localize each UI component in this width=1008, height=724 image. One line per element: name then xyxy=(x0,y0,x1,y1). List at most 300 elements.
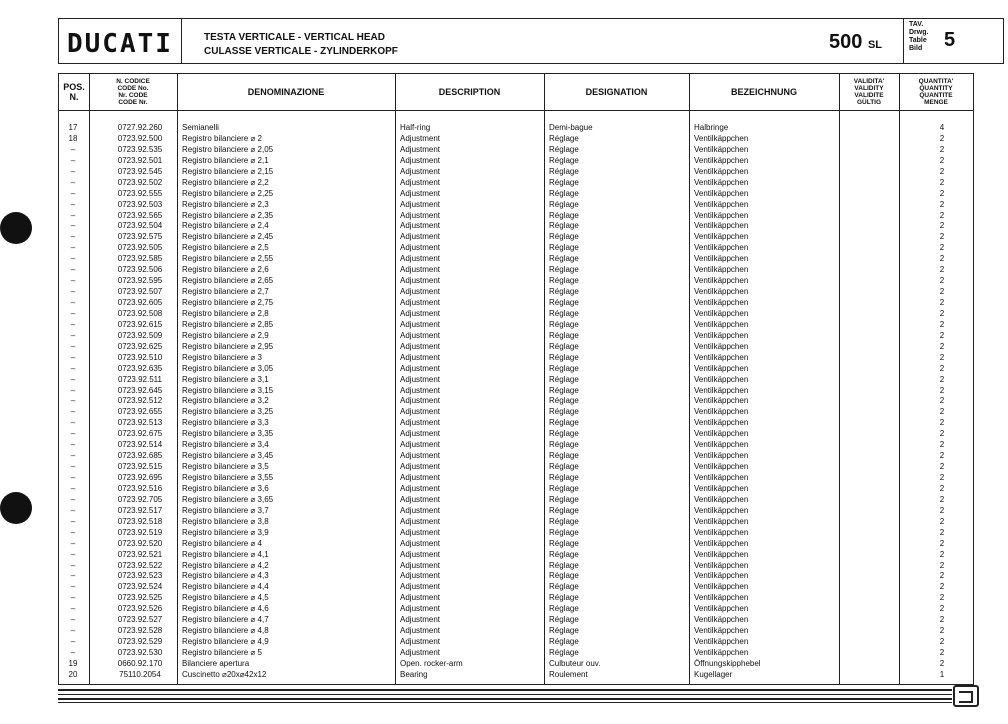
row-denominazione: Registro bilanciere ⌀ 4,8 xyxy=(182,626,269,636)
row-bezeichnung: Ventilkäppchen xyxy=(694,232,749,242)
col-header-quantity-line: QUANTITE xyxy=(919,92,953,99)
row-pos: – xyxy=(70,308,76,318)
row-description: Adjustment xyxy=(400,648,441,657)
row-pos: 17 xyxy=(68,123,78,132)
table-row xyxy=(58,211,974,222)
row-quantity: 2 xyxy=(939,133,945,143)
table-number: 5 xyxy=(944,29,956,51)
row-description: Bearing xyxy=(400,669,428,679)
row-denominazione: Semianelli xyxy=(182,123,219,132)
row-code: 0723.92.565 xyxy=(117,210,163,220)
row-denominazione: Registro bilanciere ⌀ 4,2 xyxy=(182,560,269,570)
table-row xyxy=(58,462,974,473)
row-code: 0723.92.524 xyxy=(117,582,163,592)
row-pos: – xyxy=(70,473,76,482)
row-designation: Réglage xyxy=(549,593,579,603)
row-code: 0723.92.615 xyxy=(117,319,163,329)
table-row xyxy=(58,123,974,134)
row-description: Adjustment xyxy=(400,538,441,548)
row-denominazione: Registro bilanciere ⌀ 3,55 xyxy=(182,473,274,482)
row-description: Adjustment xyxy=(400,626,441,636)
footer-rule xyxy=(58,689,952,691)
row-pos: – xyxy=(70,626,76,636)
col-header-code-line: CODE Nr. xyxy=(118,99,148,106)
row-pos: 20 xyxy=(68,669,78,679)
row-quantity: 2 xyxy=(939,418,945,428)
row-description: Adjustment xyxy=(400,188,441,198)
row-bezeichnung: Ventilkäppchen xyxy=(694,593,749,603)
table-row xyxy=(58,440,974,451)
row-bezeichnung: Ventilkäppchen xyxy=(694,505,749,515)
row-pos: – xyxy=(70,483,76,493)
row-designation: Roulement xyxy=(549,669,588,679)
row-code: 0723.92.535 xyxy=(117,144,163,154)
row-pos: 18 xyxy=(68,133,78,143)
row-denominazione: Registro bilanciere ⌀ 2,35 xyxy=(182,210,274,220)
row-designation: Réglage xyxy=(549,451,579,461)
row-denominazione: Registro bilanciere ⌀ 3,9 xyxy=(182,527,269,537)
row-pos: – xyxy=(70,593,76,603)
row-bezeichnung: Ventilkäppchen xyxy=(694,582,749,592)
row-quantity: 2 xyxy=(939,210,945,220)
table-row xyxy=(58,648,974,659)
row-designation: Réglage xyxy=(549,374,579,384)
row-pos: – xyxy=(70,407,76,417)
row-denominazione: Registro bilanciere ⌀ 4,3 xyxy=(182,571,269,581)
table-row xyxy=(58,451,974,462)
row-pos: – xyxy=(70,276,76,286)
table-row xyxy=(58,484,974,495)
row-code: 0723.92.512 xyxy=(117,396,163,406)
row-bezeichnung: Ventilkäppchen xyxy=(694,352,749,362)
row-quantity: 2 xyxy=(939,582,945,592)
row-bezeichnung: Ventilkäppchen xyxy=(694,254,749,264)
row-code: 0723.92.515 xyxy=(117,462,163,472)
table-row xyxy=(58,134,974,145)
row-bezeichnung: Ventilkäppchen xyxy=(694,177,749,187)
row-denominazione: Registro bilanciere ⌀ 2,15 xyxy=(182,166,274,176)
row-code: 0723.92.575 xyxy=(117,232,163,242)
row-designation: Réglage xyxy=(549,538,579,548)
row-bezeichnung: Ventilkäppchen xyxy=(694,385,749,395)
row-code: 0723.92.513 xyxy=(117,418,163,428)
row-code: 0723.92.530 xyxy=(117,648,163,657)
row-description: Adjustment xyxy=(400,483,441,493)
row-bezeichnung: Ventilkäppchen xyxy=(694,243,749,253)
row-denominazione: Registro bilanciere ⌀ 3,25 xyxy=(182,407,274,417)
row-denominazione: Registro bilanciere ⌀ 2,25 xyxy=(182,188,274,198)
table-label-line: Drwg. xyxy=(909,29,929,36)
col-header-description: DESCRIPTION xyxy=(438,87,501,97)
row-quantity: 2 xyxy=(939,265,945,275)
row-denominazione: Registro bilanciere ⌀ 3,8 xyxy=(182,516,269,526)
row-pos: – xyxy=(70,385,76,395)
row-designation: Réglage xyxy=(549,287,579,297)
row-quantity: 2 xyxy=(939,538,945,548)
table-row xyxy=(58,539,974,550)
col-header-pos-line: POS. xyxy=(63,82,85,92)
row-quantity: 2 xyxy=(939,330,945,340)
row-designation: Réglage xyxy=(549,560,579,570)
table-row xyxy=(58,254,974,265)
row-code: 0723.92.685 xyxy=(117,451,163,461)
row-bezeichnung: Ventilkäppchen xyxy=(694,374,749,384)
table-label-line: Table xyxy=(909,37,927,44)
binder-hole-top xyxy=(0,212,32,244)
footer-rule xyxy=(58,698,952,700)
row-pos: – xyxy=(70,604,76,614)
row-description: Adjustment xyxy=(400,637,441,647)
row-quantity: 2 xyxy=(939,626,945,636)
row-quantity: 2 xyxy=(939,505,945,515)
row-quantity: 2 xyxy=(939,276,945,286)
row-quantity: 2 xyxy=(939,188,945,198)
row-code: 0723.92.504 xyxy=(117,221,163,231)
row-designation: Réglage xyxy=(549,330,579,340)
row-code: 0723.92.635 xyxy=(117,363,163,373)
row-code: 0723.92.555 xyxy=(117,188,163,198)
row-denominazione: Registro bilanciere ⌀ 3,4 xyxy=(182,440,269,450)
row-quantity: 2 xyxy=(939,177,945,187)
row-denominazione: Registro bilanciere ⌀ 3,5 xyxy=(182,462,269,472)
table-label xyxy=(909,21,928,53)
row-code: 0723.92.511 xyxy=(118,374,162,384)
table-row xyxy=(58,221,974,232)
row-designation: Réglage xyxy=(549,166,579,176)
row-designation: Réglage xyxy=(549,549,579,559)
table-row xyxy=(58,637,974,648)
col-header-validity-line: VALIDITA' xyxy=(853,78,885,85)
row-description: Adjustment xyxy=(400,232,441,242)
row-description: Adjustment xyxy=(400,527,441,537)
col-header-validity-line: VALIDITE xyxy=(854,92,884,99)
row-designation: Réglage xyxy=(549,418,579,428)
row-designation: Réglage xyxy=(549,276,579,286)
row-code: 0723.92.505 xyxy=(117,243,163,253)
table-row xyxy=(58,320,974,331)
row-code: 0723.92.517 xyxy=(117,505,163,515)
row-designation: Réglage xyxy=(549,626,579,636)
model-suffix: SL xyxy=(867,39,882,51)
row-pos: – xyxy=(70,188,76,198)
row-pos: – xyxy=(70,210,76,220)
table-row xyxy=(58,659,974,670)
row-quantity: 2 xyxy=(939,604,945,614)
row-designation: Réglage xyxy=(549,155,579,165)
row-pos: – xyxy=(70,615,76,625)
row-description: Adjustment xyxy=(400,177,441,187)
row-denominazione: Registro bilanciere ⌀ 2,8 xyxy=(182,308,269,318)
row-quantity: 2 xyxy=(939,385,945,395)
row-pos: – xyxy=(70,505,76,515)
row-description: Adjustment xyxy=(400,287,441,297)
row-bezeichnung: Ventilkäppchen xyxy=(694,604,749,614)
col-header-denominazione: DENOMINAZIONE xyxy=(247,87,325,97)
row-description: Adjustment xyxy=(400,308,441,318)
row-pos: – xyxy=(70,330,76,340)
row-description: Adjustment xyxy=(400,254,441,264)
row-designation: Réglage xyxy=(549,385,579,395)
col-header-validity-line: GÜLTIG xyxy=(856,99,882,106)
row-pos: – xyxy=(70,451,76,461)
row-designation: Réglage xyxy=(549,243,579,253)
table-label-line: TAV. xyxy=(909,21,924,28)
row-pos: – xyxy=(70,396,76,406)
table-row xyxy=(58,495,974,506)
row-pos: – xyxy=(70,254,76,264)
row-designation: Réglage xyxy=(549,254,579,264)
row-designation: Réglage xyxy=(549,177,579,187)
row-designation: Réglage xyxy=(549,363,579,373)
row-description: Adjustment xyxy=(400,276,441,286)
row-denominazione: Registro bilanciere ⌀ 2,2 xyxy=(182,177,269,187)
table-row xyxy=(58,550,974,561)
table-row xyxy=(58,364,974,375)
row-code: 0723.92.514 xyxy=(117,440,163,450)
row-denominazione: Registro bilanciere ⌀ 2,6 xyxy=(182,265,269,275)
table-row xyxy=(58,375,974,386)
row-pos: – xyxy=(70,352,76,362)
col-header-validity-line: VALIDITY xyxy=(854,85,884,92)
row-pos: – xyxy=(70,494,76,504)
row-pos: – xyxy=(70,374,76,384)
table-row xyxy=(58,353,974,364)
row-quantity: 2 xyxy=(939,407,945,417)
table-row xyxy=(58,178,974,189)
row-designation: Culbuteur ouv. xyxy=(549,658,601,668)
row-code: 0723.92.519 xyxy=(117,527,163,537)
row-quantity: 2 xyxy=(939,527,945,537)
row-quantity: 2 xyxy=(939,298,945,307)
row-quantity: 4 xyxy=(939,123,945,132)
row-denominazione: Registro bilanciere ⌀ 2,95 xyxy=(182,341,274,351)
row-description: Adjustment xyxy=(400,505,441,515)
row-denominazione: Registro bilanciere ⌀ 3,6 xyxy=(182,483,269,493)
binder-hole-bottom xyxy=(0,492,32,524)
row-pos: – xyxy=(70,221,76,231)
row-designation: Réglage xyxy=(549,407,579,417)
row-designation: Réglage xyxy=(549,144,579,154)
row-denominazione: Registro bilanciere ⌀ 3 xyxy=(182,352,262,362)
col-header-designation: DESIGNATION xyxy=(585,87,648,97)
row-pos: – xyxy=(70,155,76,165)
row-description: Adjustment xyxy=(400,407,441,417)
row-bezeichnung: Ventilkäppchen xyxy=(694,166,749,176)
table-row xyxy=(58,473,974,484)
row-bezeichnung: Ventilkäppchen xyxy=(694,429,749,439)
row-designation: Réglage xyxy=(549,232,579,242)
row-description: Adjustment xyxy=(400,352,441,362)
row-code: 0723.92.521 xyxy=(117,549,163,559)
row-bezeichnung: Ventilkäppchen xyxy=(694,210,749,220)
row-code: 0723.92.503 xyxy=(117,199,163,209)
row-quantity: 2 xyxy=(939,560,945,570)
row-description: Adjustment xyxy=(400,396,441,406)
row-bezeichnung: Kugellager xyxy=(694,669,733,679)
table-row xyxy=(58,429,974,440)
row-description: Adjustment xyxy=(400,516,441,526)
row-description: Half-ring xyxy=(400,123,431,132)
row-pos: 19 xyxy=(68,658,78,668)
row-bezeichnung: Ventilkäppchen xyxy=(694,473,749,482)
row-description: Adjustment xyxy=(400,440,441,450)
row-code: 0723.92.516 xyxy=(117,483,163,493)
row-pos: – xyxy=(70,648,76,657)
row-description: Adjustment xyxy=(400,199,441,209)
row-designation: Réglage xyxy=(549,396,579,406)
row-quantity: 2 xyxy=(939,637,945,647)
row-designation: Demi-bague xyxy=(549,123,593,132)
row-description: Adjustment xyxy=(400,451,441,461)
row-description: Adjustment xyxy=(400,462,441,472)
row-code: 0723.92.518 xyxy=(117,516,163,526)
row-pos: – xyxy=(70,418,76,428)
row-quantity: 2 xyxy=(939,451,945,461)
row-denominazione: Registro bilanciere ⌀ 3,05 xyxy=(182,363,274,373)
row-denominazione: Registro bilanciere ⌀ 2,9 xyxy=(182,330,269,340)
row-bezeichnung: Ventilkäppchen xyxy=(694,407,749,417)
table-row xyxy=(58,571,974,582)
row-code: 0723.92.528 xyxy=(117,626,163,636)
row-pos: – xyxy=(70,363,76,373)
row-quantity: 2 xyxy=(939,308,945,318)
row-description: Adjustment xyxy=(400,593,441,603)
row-bezeichnung: Ventilkäppchen xyxy=(694,440,749,450)
row-designation: Réglage xyxy=(549,648,579,657)
row-pos: – xyxy=(70,549,76,559)
row-quantity: 2 xyxy=(939,363,945,373)
row-bezeichnung: Ventilkäppchen xyxy=(694,298,749,307)
row-pos: – xyxy=(70,243,76,253)
footer-rule xyxy=(58,694,952,695)
row-description: Adjustment xyxy=(400,418,441,428)
row-designation: Réglage xyxy=(549,221,579,231)
row-bezeichnung: Halbringe xyxy=(694,123,729,132)
page-header xyxy=(58,18,1004,64)
table-row xyxy=(58,265,974,276)
row-quantity: 2 xyxy=(939,341,945,351)
row-description: Adjustment xyxy=(400,144,441,154)
row-denominazione: Registro bilanciere ⌀ 3,2 xyxy=(182,396,269,406)
row-bezeichnung: Ventilkäppchen xyxy=(694,319,749,329)
row-quantity: 2 xyxy=(939,144,945,154)
row-code: 0723.92.525 xyxy=(117,593,163,603)
row-pos: – xyxy=(70,166,76,176)
row-bezeichnung: Ventilkäppchen xyxy=(694,527,749,537)
row-quantity: 2 xyxy=(939,374,945,384)
row-quantity: 2 xyxy=(939,254,945,264)
row-designation: Réglage xyxy=(549,440,579,450)
row-designation: Réglage xyxy=(549,494,579,504)
row-designation: Réglage xyxy=(549,298,579,307)
row-designation: Réglage xyxy=(549,604,579,614)
row-designation: Réglage xyxy=(549,429,579,439)
col-header-quantity-line: QUANTITA' xyxy=(918,78,954,85)
col-header-validity xyxy=(839,74,899,110)
table-row xyxy=(58,582,974,593)
row-bezeichnung: Ventilkäppchen xyxy=(694,221,749,231)
parts-rows xyxy=(58,123,974,681)
row-code: 0723.92.501 xyxy=(117,155,163,165)
row-code: 0723.92.500 xyxy=(117,133,163,143)
row-code: 0723.92.507 xyxy=(117,287,163,297)
title-line-1: TESTA VERTICALE - VERTICAL HEAD xyxy=(204,32,385,43)
row-denominazione: Registro bilanciere ⌀ 3,7 xyxy=(182,505,269,515)
table-row xyxy=(58,287,974,298)
table-row xyxy=(58,418,974,429)
model-number: 500 xyxy=(829,31,863,53)
row-code: 0723.92.509 xyxy=(117,330,163,340)
row-designation: Réglage xyxy=(549,637,579,647)
row-designation: Réglage xyxy=(549,352,579,362)
row-bezeichnung: Ventilkäppchen xyxy=(694,571,749,581)
row-pos: – xyxy=(70,144,76,154)
row-denominazione: Registro bilanciere ⌀ 3,35 xyxy=(182,429,274,439)
row-quantity: 2 xyxy=(939,615,945,625)
row-code: 0660.92.170 xyxy=(117,658,163,668)
col-header-code-line: CODE No. xyxy=(117,85,149,92)
row-designation: Réglage xyxy=(549,516,579,526)
row-code: 75110.2054 xyxy=(119,669,161,679)
row-code: 0723.92.645 xyxy=(117,385,163,395)
row-quantity: 2 xyxy=(939,440,945,450)
row-description: Adjustment xyxy=(400,429,441,439)
row-designation: Réglage xyxy=(549,473,579,482)
row-code: 0723.92.605 xyxy=(117,298,163,307)
row-denominazione: Registro bilanciere ⌀ 2,45 xyxy=(182,232,274,242)
row-bezeichnung: Ventilkäppchen xyxy=(694,363,749,373)
row-code: 0723.92.655 xyxy=(117,407,163,417)
row-pos: – xyxy=(70,199,76,209)
row-denominazione: Cuscinetto ⌀20x⌀42x12 xyxy=(182,669,267,679)
row-pos: – xyxy=(70,582,76,592)
row-designation: Réglage xyxy=(549,308,579,318)
row-bezeichnung: Ventilkäppchen xyxy=(694,287,749,297)
row-quantity: 2 xyxy=(939,473,945,482)
row-designation: Réglage xyxy=(549,505,579,515)
row-designation: Réglage xyxy=(549,527,579,537)
col-header-code xyxy=(89,74,177,110)
row-description: Adjustment xyxy=(400,363,441,373)
row-denominazione: Registro bilanciere ⌀ 2,85 xyxy=(182,319,274,329)
row-bezeichnung: Ventilkäppchen xyxy=(694,308,749,318)
table-row xyxy=(58,309,974,320)
row-pos: – xyxy=(70,560,76,570)
row-description: Adjustment xyxy=(400,133,441,143)
table-row xyxy=(58,331,974,342)
col-header-quantity xyxy=(899,74,973,110)
row-denominazione: Registro bilanciere ⌀ 3,65 xyxy=(182,494,274,504)
row-description: Adjustment xyxy=(400,298,441,307)
row-code: 0723.92.585 xyxy=(117,254,163,264)
row-code: 0723.92.510 xyxy=(117,352,163,362)
row-designation: Réglage xyxy=(549,188,579,198)
row-denominazione: Registro bilanciere ⌀ 4 xyxy=(182,538,262,548)
row-quantity: 2 xyxy=(939,155,945,165)
row-denominazione: Registro bilanciere ⌀ 2,5 xyxy=(182,243,269,253)
row-bezeichnung: Ventilkäppchen xyxy=(694,462,749,472)
row-designation: Réglage xyxy=(549,582,579,592)
row-designation: Réglage xyxy=(549,319,579,329)
row-pos: – xyxy=(70,177,76,187)
row-code: 0723.92.526 xyxy=(117,604,163,614)
row-designation: Réglage xyxy=(549,483,579,493)
row-quantity: 2 xyxy=(939,516,945,526)
row-pos: – xyxy=(70,440,76,450)
row-quantity: 2 xyxy=(939,429,945,439)
row-pos: – xyxy=(70,429,76,439)
row-pos: – xyxy=(70,232,76,242)
